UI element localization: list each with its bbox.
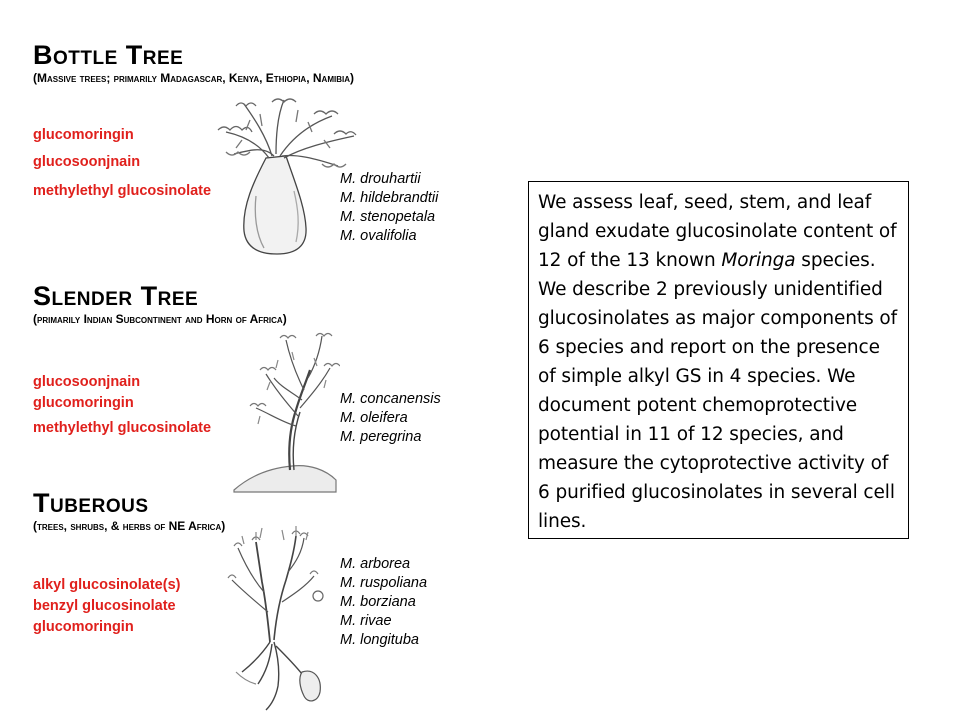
summary-text-box: [528, 181, 909, 539]
slender-species-list: [340, 390, 441, 447]
summary-text-part-1: We assess leaf, seed, stem, and leaf gland exudate glucosinolate content of 12 of the 13 known: [538, 192, 897, 271]
bottle-tree-illustration: [214, 96, 360, 258]
summary-genus-italic: Moringa: [721, 250, 796, 271]
tuberous-subheading: (trees, shrubs, & herbs of NE Africa): [33, 519, 226, 533]
bottle-tree-subheading: (Massive trees; primarily Madagascar, Kenya, Ethiopia, Namibia): [33, 71, 354, 85]
bottle-gs-3: methylethyl glucosinolate: [33, 183, 212, 199]
slender-gs-3: methylethyl glucosinolate: [33, 420, 212, 436]
tuberous-species-2: M. ruspoliana: [340, 575, 428, 591]
slender-gs-1: glucosoonjnain: [33, 374, 141, 390]
tuberous-heading: Tuberous: [33, 488, 149, 518]
tuberous-plant-illustration: [222, 522, 340, 712]
slender-gs-2: glucomoringin: [33, 395, 134, 411]
tuberous-gs-1: alkyl glucosinolate(s): [33, 577, 181, 593]
summary-text-part-2: species. We describe 2 previously unidentified glucosinolates as major components of 6 species and report on the presence of simple alkyl GS in 4 species. We document potent chemoprotective potential in 11 of 12 species, and measure the cytoprotective activity of 6 purified glucosinolates in several cell lines.: [538, 250, 898, 532]
tuberous-species-1: M. arborea: [340, 556, 411, 572]
bottle-gs-2: glucosoonjnain: [33, 154, 141, 170]
bottle-species-1: M. drouhartii: [340, 171, 421, 187]
slender-species-1: M. concanensis: [340, 391, 441, 407]
tuberous-species-list: [340, 555, 427, 650]
bottle-species-3: M. stenopetala: [340, 209, 436, 225]
slender-tree-illustration: [230, 330, 340, 494]
bottle-species-list: [340, 170, 438, 246]
tuberous-gs-2: benzyl glucosinolate: [33, 598, 176, 614]
slender-tree-heading: Slender Tree: [33, 281, 199, 311]
bottle-gs-1: glucomoringin: [33, 127, 134, 143]
tuberous-gs-3: glucomoringin: [33, 619, 134, 635]
slender-species-2: M. oleifera: [340, 410, 408, 426]
slender-tree-subheading: (primarily Indian Subcontinent and Horn of Africa): [33, 312, 287, 326]
tuberous-species-3: M. borziana: [340, 594, 416, 610]
tuberous-species-5: M. longituba: [340, 632, 419, 648]
bottle-species-4: M. ovalifolia: [340, 228, 417, 244]
slender-species-3: M. peregrina: [340, 429, 422, 445]
tuberous-species-4: M. rivae: [340, 613, 392, 629]
bottle-tree-heading: Bottle Tree: [33, 40, 184, 70]
bottle-species-2: M. hildebrandtii: [340, 190, 439, 206]
